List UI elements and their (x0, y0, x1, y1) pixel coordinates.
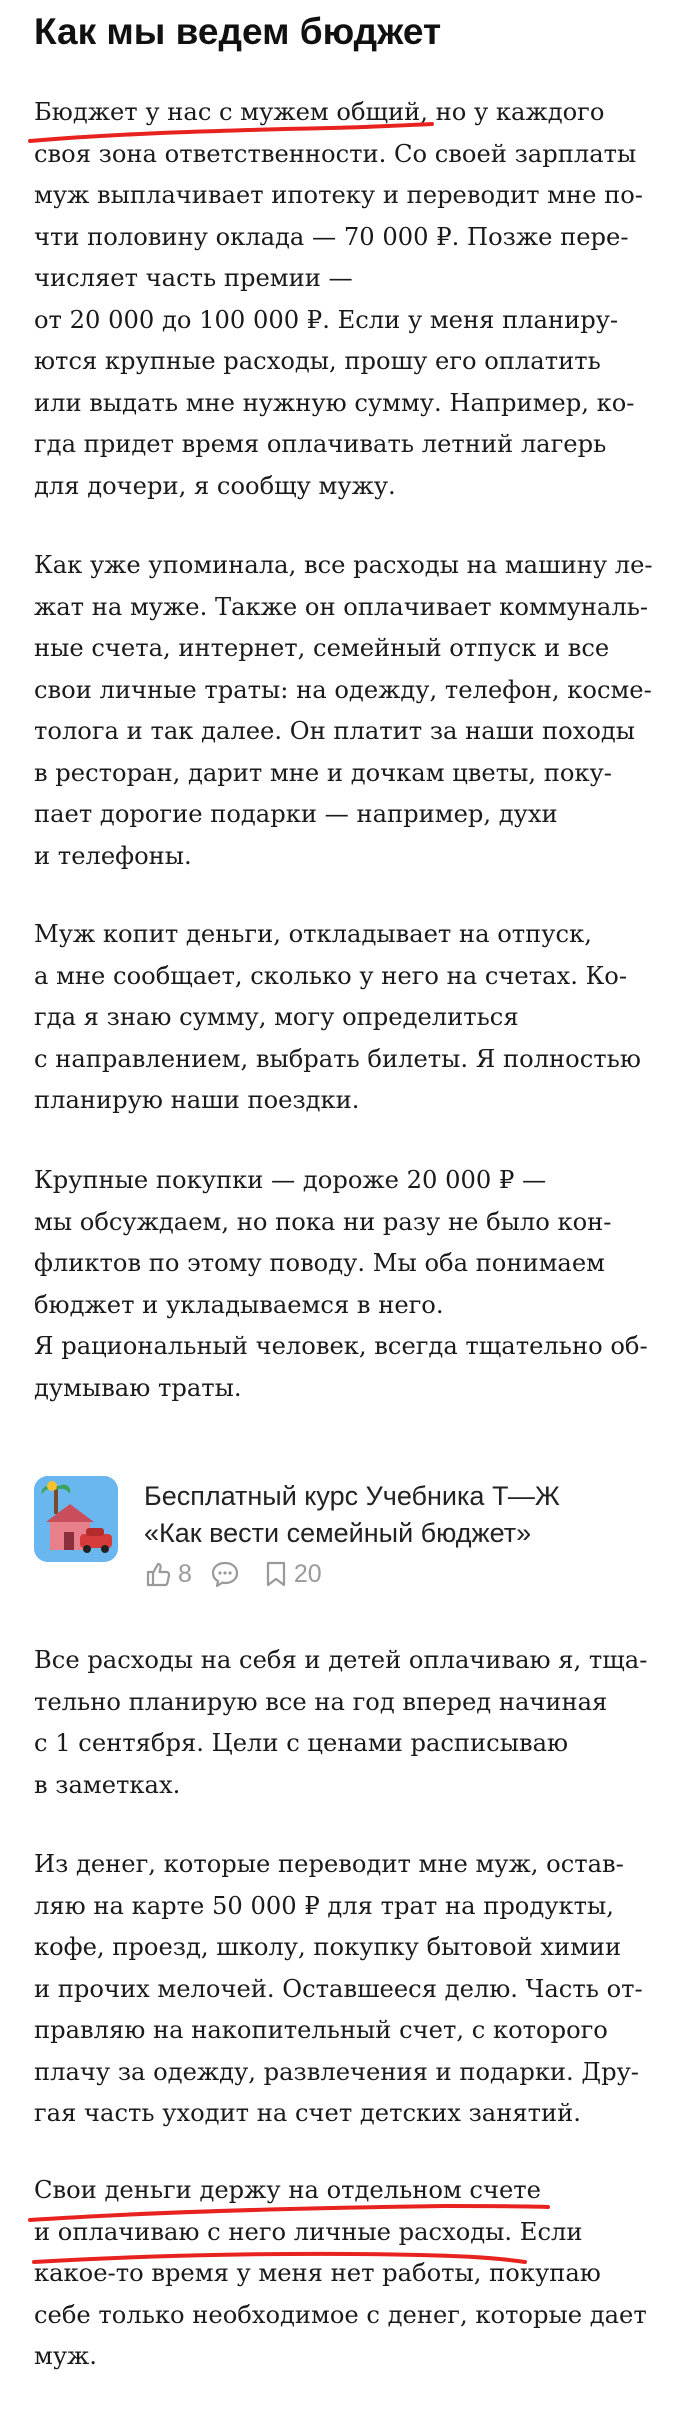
text-line: гая часть уходит на счет детских занятий. (34, 2099, 581, 2127)
text-line: себе только необходимое с денег, которые дает (34, 2300, 647, 2329)
course-title-line: Бесплатный курс Учебника Т—Ж (144, 1481, 560, 1511)
text-line: плачу за одежду, развлечения и подарки. Дру- (34, 2057, 639, 2086)
text-line: числяет часть премии — (34, 264, 353, 292)
text-line: с направлением, выбрать билеты. Я полностью (34, 1044, 641, 1073)
text-line: жат на муже. Также он оплачивает коммуналь- (34, 592, 649, 621)
course-title-line: «Как вести семейный бюджет» (144, 1518, 532, 1548)
bookmarks-count: 20 (293, 1559, 322, 1588)
text-line: и оплачиваю с него личные расходы. Если (34, 2217, 583, 2246)
text-line: Крупные покупки — дороже 20 000 ₽ — (34, 1166, 547, 1194)
text-line: ные счета, интернет, семейный отпуск и все (34, 634, 610, 662)
text-line: толога и так далее. Он платит за наши походы (34, 717, 636, 745)
text-line: Все расходы на себя и детей оплачиваю я, тща- (34, 1646, 648, 1674)
text-line: от 20 000 до 100 000 ₽. Если у меня планиру- (34, 305, 619, 334)
likes-count: 8 (178, 1559, 192, 1588)
text-line: ются крупные расходы, прошу его оплатить (34, 347, 601, 375)
text-line: тельно планирую все на год вперед начиная (34, 1687, 608, 1716)
text-line: в заметках. (34, 1770, 181, 1799)
paragraph-savings (34, 914, 641, 1122)
text-line: думываю траты. (34, 1373, 242, 1402)
paragraph-husband-expenses (34, 545, 653, 877)
text-line: фликтов по этому поводу. Мы оба понимаем (34, 1249, 605, 1277)
text-line: свои личные траты: на одежду, телефон, косме- (34, 675, 652, 704)
text-line: Как уже упоминала, все расходы на машину ле- (34, 551, 653, 579)
text-line: планирую наши поездки. (34, 1086, 360, 1114)
thumbs-up-icon (144, 1560, 172, 1588)
text-line: гда я знаю сумму, могу определиться (34, 1003, 519, 1031)
text-line: для дочери, я сообщу мужу. (34, 471, 396, 500)
text-line: своя зона ответственности. Со своей зарплаты (34, 139, 637, 168)
course-thumbnail[interactable] (34, 1476, 118, 1562)
paragraph-own-money (34, 2170, 647, 2378)
text-line: и прочих мелочей. Оставшееся делю. Часть от- (34, 1974, 643, 2003)
text-line: с 1 сентября. Цели с ценами расписываю (34, 1729, 569, 1757)
text-line: правляю на накопительный счет, с которого (34, 2016, 608, 2044)
text-line: кофе, проезд, школу, покупку бытовой химии (34, 1933, 622, 1961)
text-line: в ресторан, дарит мне и дочкам цветы, поку- (34, 758, 612, 787)
paragraph-money-distribution (34, 1844, 643, 2135)
course-stats (144, 1558, 340, 1590)
comment-icon (210, 1560, 240, 1588)
text-line: Бюджет у нас с мужем общий, но у каждого (34, 98, 605, 126)
text-line: мы обсуждаем, но пока ни разу не было кон- (34, 1207, 612, 1236)
course-card[interactable] (34, 1470, 654, 1590)
text-line: бюджет и укладываемся в него. (34, 1290, 444, 1319)
bookmark-button[interactable] (264, 1560, 322, 1589)
text-line: а мне сообщает, сколько у него на счетах. Ко- (34, 961, 628, 990)
article-heading: Как мы ведем бюджет (34, 11, 442, 52)
text-line: муж выплачивает ипотеку и переводит мне по- (34, 181, 643, 209)
paragraph-children-expenses (34, 1640, 647, 1806)
like-button[interactable] (144, 1560, 192, 1589)
text-line: ляю на карте 50 000 ₽ для трат на продукты, (34, 1891, 614, 1920)
text-line: или выдать мне нужную сумму. Например, ко- (34, 388, 635, 417)
text-line: чти половину оклада — 70 000 ₽. Позже пере- (34, 222, 629, 251)
text-line: гда придет время оплачивать летний лагерь (34, 430, 607, 458)
text-line: Из денег, которые переводит мне муж, остав- (34, 1850, 624, 1878)
text-line: муж. (34, 2342, 97, 2370)
paragraph-budget (34, 92, 643, 507)
text-line: пает дорогие подарки — например, духи (34, 800, 558, 828)
paragraph-big-purchases (34, 1160, 648, 1409)
text-line: Я рациональный человек, всегда тщательно об- (34, 1332, 648, 1360)
text-line: Свои деньги держу на отдельном счете (34, 2176, 541, 2204)
comment-button[interactable] (210, 1560, 246, 1588)
text-line: и телефоны. (34, 841, 192, 870)
bookmark-icon (264, 1560, 288, 1588)
text-line: какое-то время у меня нет работы, покупаю (34, 2259, 601, 2287)
course-title[interactable] (144, 1478, 560, 1552)
house-car-illustration (34, 1476, 118, 1562)
text-line: Муж копит деньги, откладывает на отпуск, (34, 920, 592, 948)
